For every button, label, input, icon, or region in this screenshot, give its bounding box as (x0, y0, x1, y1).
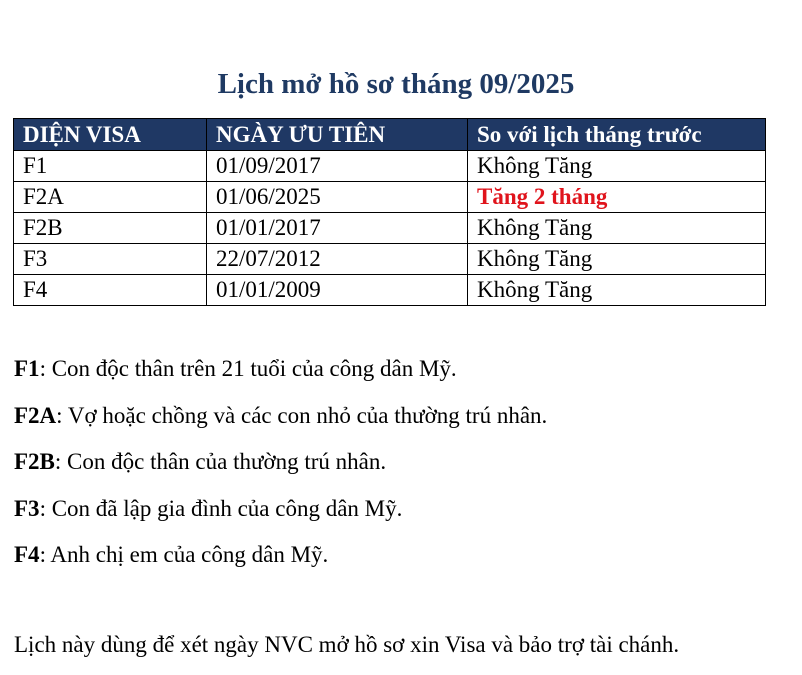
page-title: Lịch mở hồ sơ tháng 09/2025 (217, 68, 575, 100)
visa-category-cell: F2B (14, 213, 207, 244)
definition-text: : Vợ hoặc chồng và các con nhỏ của thường trú nhân. (56, 402, 548, 428)
definition-code: F1 (14, 356, 40, 381)
definition-f1 (14, 352, 547, 386)
definition-code: F3 (14, 495, 40, 521)
definition-f2b (14, 445, 547, 479)
priority-date-cell: 01/01/2009 (207, 275, 468, 306)
table-row (14, 275, 766, 306)
definition-code: F2B (14, 449, 55, 474)
table-row (14, 151, 766, 182)
definition-text: : Con độc thân trên 21 tuổi của công dân Mỹ. (39, 356, 457, 381)
visa-category-cell: F1 (14, 151, 207, 182)
column-header-priority-date: NGÀY ƯU TIÊN (207, 119, 468, 151)
definition-text: : Con đã lập gia đình của công dân Mỹ. (39, 495, 403, 521)
table-row (14, 213, 766, 244)
column-header-visa-category: DIỆN VISA (14, 119, 207, 151)
definition-text: : Anh chị em của công dân Mỹ. (39, 542, 329, 567)
table-row (14, 182, 766, 213)
visa-category-cell: F4 (14, 275, 207, 306)
priority-date-cell: 01/06/2025 (207, 182, 468, 213)
visa-category-cell: F3 (14, 244, 207, 275)
definition-f3 (14, 492, 547, 526)
definition-f2a (14, 399, 547, 433)
definition-code: F2A (14, 402, 57, 428)
table-row (14, 244, 766, 275)
visa-bulletin-table (13, 118, 766, 306)
change-cell: Không Tăng (468, 213, 766, 244)
change-cell: Không Tăng (468, 151, 766, 182)
visa-category-cell: F2A (14, 182, 207, 213)
change-cell-highlight: Tăng 2 tháng (468, 182, 766, 213)
footer-note: Lịch này dùng để xét ngày NVC mở hồ sơ xin Visa và bảo trợ tài chánh. (14, 632, 680, 657)
priority-date-cell: 22/07/2012 (207, 244, 468, 275)
definition-code: F4 (14, 542, 40, 567)
column-header-change-vs-last-month: So với lịch tháng trước (468, 119, 766, 151)
definition-text: : Con độc thân của thường trú nhân. (54, 449, 387, 474)
priority-date-cell: 01/01/2017 (207, 213, 468, 244)
visa-definitions (14, 352, 547, 585)
priority-date-cell: 01/09/2017 (207, 151, 468, 182)
definition-f4 (14, 538, 547, 572)
table-header-row (14, 119, 766, 151)
change-cell: Không Tăng (468, 275, 766, 306)
change-cell: Không Tăng (468, 244, 766, 275)
